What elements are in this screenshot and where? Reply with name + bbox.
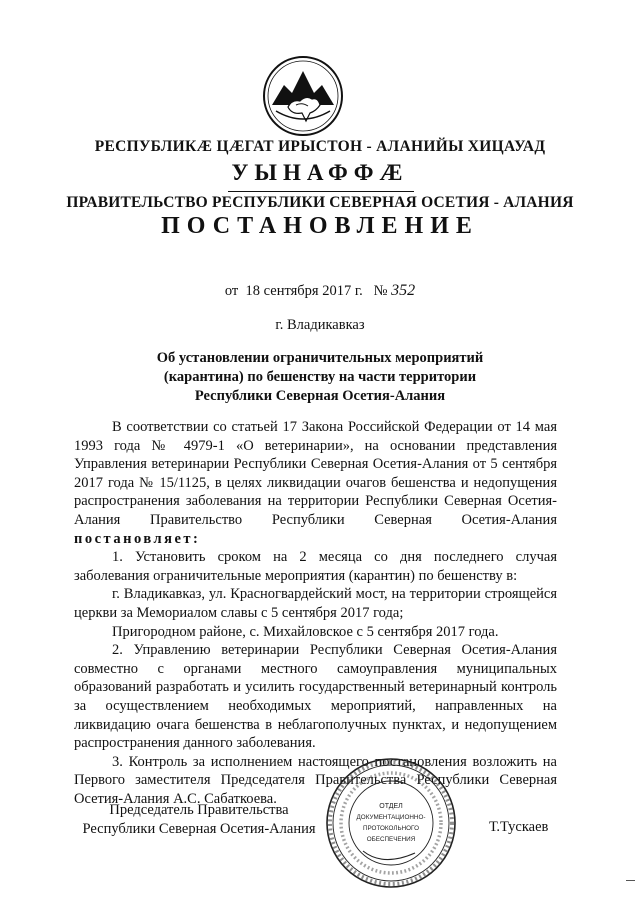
body-paragraph-1a: г. Владикавказ, ул. Красногвардейский мост, на территории строящейся церкви за Мемориалом славы с 5 сентября 2017 года; xyxy=(74,586,557,621)
header-republic-ossetian: РЕСПУБЛИКÆ ЦÆГАТ ИРЫСТОН - АЛАНИЙЫ ХИЦАУАД xyxy=(94,138,546,155)
body-paragraph-1b: Пригородном районе, с. Михайловское с 5 сентября 2017 года. xyxy=(112,623,499,640)
dateline xyxy=(0,282,640,300)
header-government-russian: ПРАВИТЕЛЬСТВО РЕСПУБЛИКИ СЕВЕРНАЯ ОСЕТИЯ - АЛАНИЯ xyxy=(66,194,574,211)
title-line: Об установлении ограничительных мероприятий xyxy=(156,350,484,366)
coat-of-arms-emblem-icon xyxy=(262,55,344,137)
title-line: (карантина) по бешенству на части территории xyxy=(163,369,477,385)
body-paragraph-1: 1. Установить сроком на 2 месяца со дня последнего случая заболевания ограничительные мероприятия (карантин) по бешенству в: xyxy=(74,549,557,584)
stamp-text-line: ОТДЕЛ xyxy=(379,803,403,810)
title-line: Республики Северная Осетия-Алания xyxy=(194,388,446,404)
scan-edge-mark xyxy=(626,880,635,881)
body-paragraph-3: 3. Контроль за исполнением настоящего постановления возложить на Первого заместителя Председателя Правительства Республики Северная Осетия-Алания А.С. Сабаткоева. xyxy=(74,753,557,807)
dateline-number-label: № xyxy=(373,283,388,299)
header-decree-ossetian: УЫНАФФÆ xyxy=(231,160,409,185)
document-title xyxy=(120,349,520,406)
body-intro xyxy=(74,418,557,548)
header-decree-russian: ПОСТАНОВЛЕНИЕ xyxy=(161,213,479,239)
dateline-number: 352 xyxy=(391,282,416,299)
document-body xyxy=(74,418,557,808)
body-decrees-word: постановляет: xyxy=(74,530,201,547)
header-divider xyxy=(228,191,414,192)
official-round-seal-icon xyxy=(323,755,459,891)
signatory-name: Т.Тускаев xyxy=(489,819,549,835)
dateline-date: 18 сентября 2017 г. xyxy=(245,283,363,299)
signature-position-line: Республики Северная Осетия-Алания xyxy=(82,821,316,837)
signature-position-line: Председатель Правительства xyxy=(109,802,289,818)
stamp-text-line: ОБЕСПЕЧЕНИЯ xyxy=(366,836,416,843)
body-intro-text: В соответствии со статьей 17 Закона Российской Федерации от 14 мая 1993 года № 4979-1 «О ветеринарии», на основании представления Управления ветеринарии Республики Северная Осетия-Алания от 5 сентября 2017 года № 15/1125, в целях ликвидации очагов бешенства и недопущения распространения заболевания на территории Республики Северная Осетия-Алания Правительство Республики Северная Осетия-Алания xyxy=(74,419,557,528)
dateline-prefix: от xyxy=(224,283,239,299)
stamp-text-line: ДОКУМЕНТАЦИОННО- xyxy=(356,814,426,821)
signature-position xyxy=(74,801,324,839)
body-paragraph-2: 2. Управлению ветеринарии Республики Северная Осетия-Алания совместно с органами местного самоуправления муниципальных образований разработать и усилить государственный ветеринарный контроль за осуществлением необходимых мероприятий, направленных на ликвидацию очага бешенства в неблагополучных пунктах, и недопущением распространения данного заболевания. xyxy=(74,642,557,752)
city: г. Владикавказ xyxy=(275,317,365,333)
stamp-text-line: ПРОТОКОЛЬНОГО xyxy=(362,825,420,832)
